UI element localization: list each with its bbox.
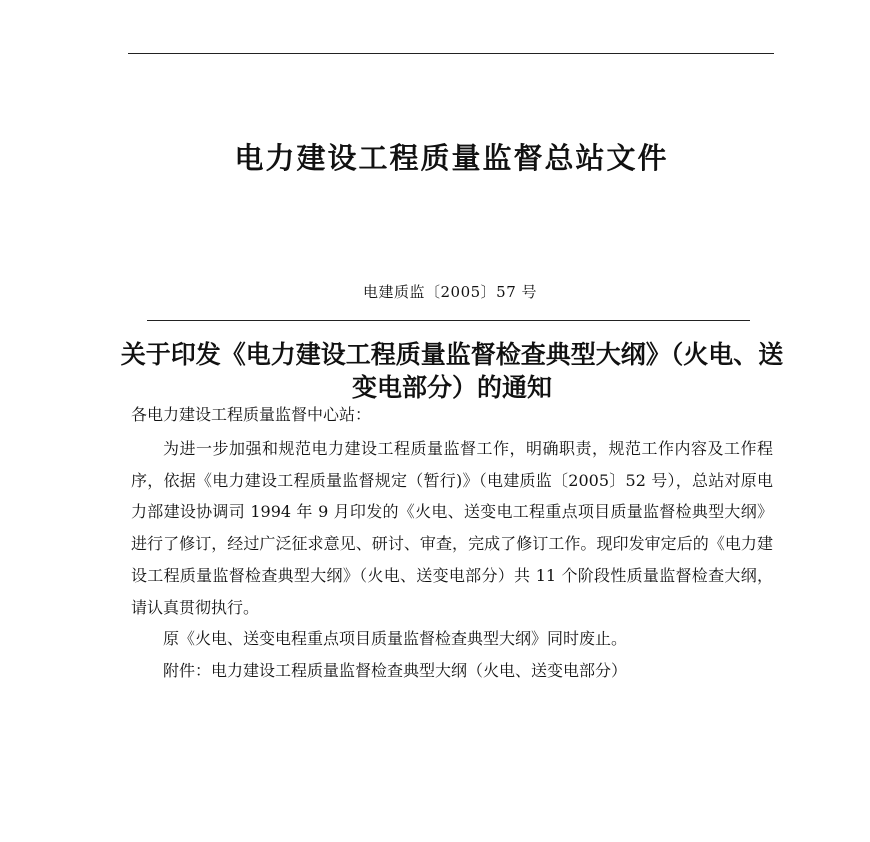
salutation: 各电力建设工程质量监督中心站： (131, 405, 372, 424)
divider-rule (147, 320, 750, 321)
header-title: 电力建设工程质量监督总站文件 (234, 141, 669, 175)
top-rule (128, 53, 774, 54)
notice-title: 关于印发《电力建设工程质量监督检查典型大纲》（火电、送变电部分）的通知 (120, 340, 784, 402)
body-text (131, 433, 773, 687)
paragraph-attachment: 附件：电力建设工程质量监督检查典型大纲（火电、送变电部分） (163, 660, 628, 680)
paragraph-main: 为进一步加强和规范电力建设工程质量监督工作，明确职责，规范工作内容及工作程序，依据《电力建设工程质量监督规定（暂行)》（电建质监〔2005〕52 号），总站对原电力部建设协调司 1994 年 9 月印发的《火电、送变电工程重点项目质量监督检典型大纲》进行了修订，经过广泛征求意见、研讨、审查，完成了修订工作。现印发审定后的《电力建设工程质量监督检查典型大纲》（火电、送变电部分）共 11 个阶段性质量监督检查大纲，请认真贯彻执行。 (131, 439, 773, 617)
document-number: 电建质监〔2005〕57 号 (362, 283, 538, 301)
paragraph-abolish: 原《火电、送变电程重点项目质量监督检查典型大纲》同时废止。 (163, 629, 628, 649)
